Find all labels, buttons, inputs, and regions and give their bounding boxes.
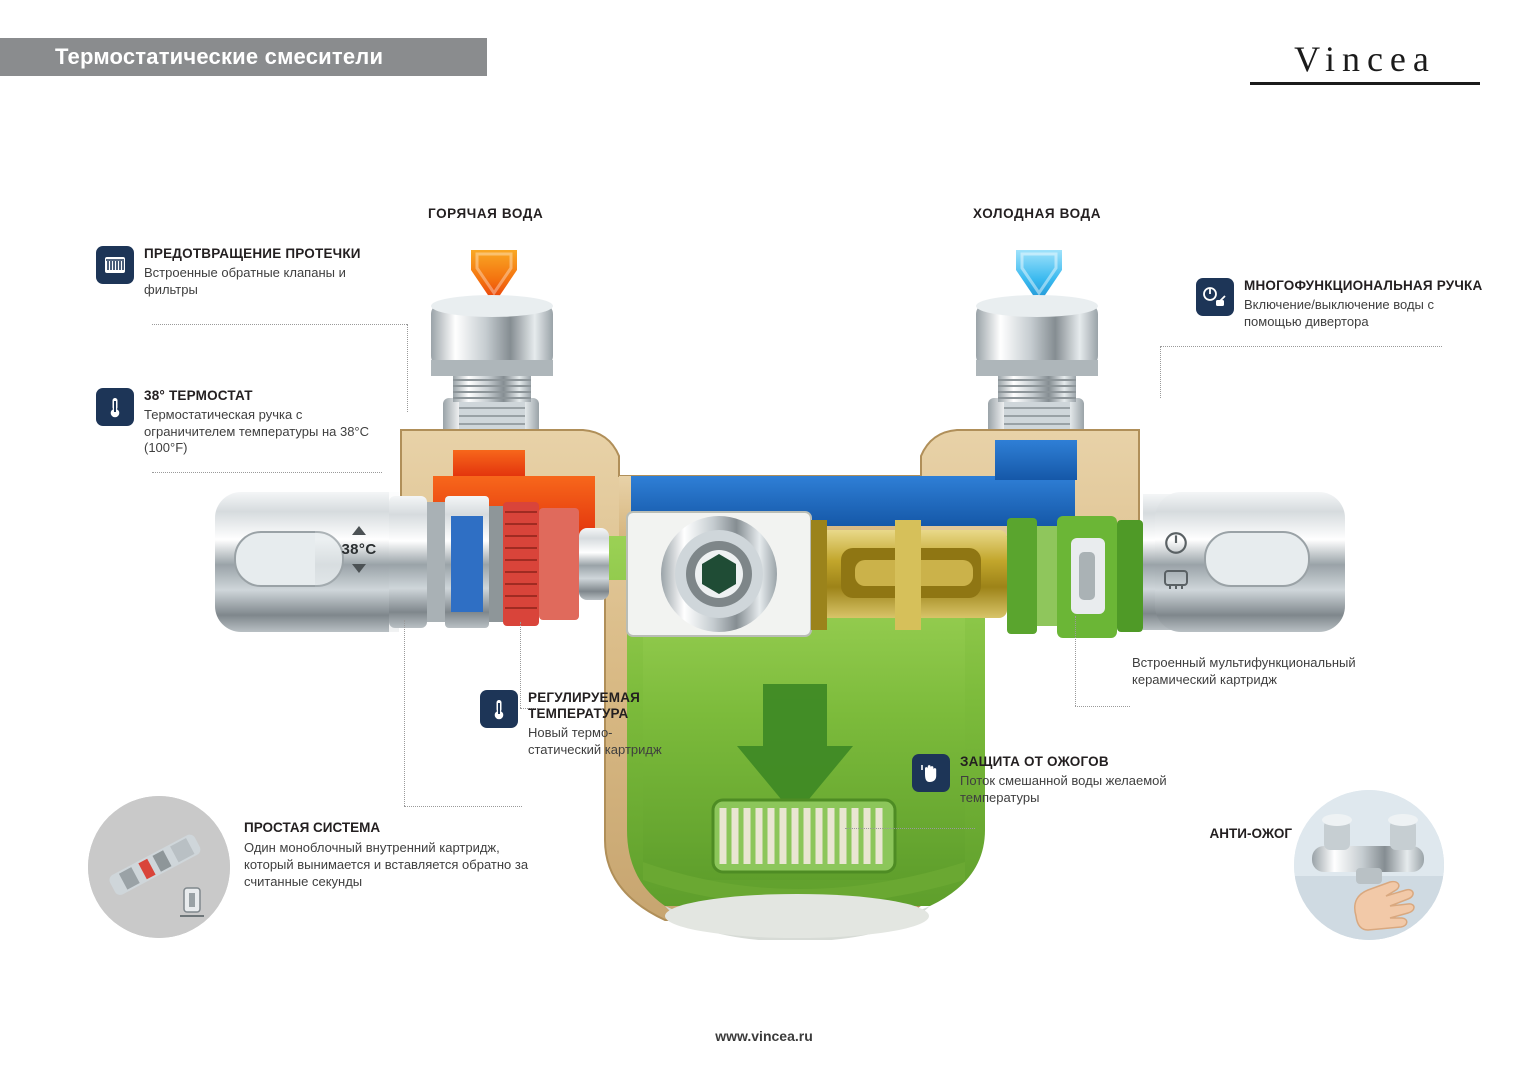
callout-heading: РЕГУЛИРУЕМАЯ ТЕМПЕРАТУРА [528, 690, 641, 721]
callout-body: Встроенные обратные клапаны и фильтры [144, 265, 346, 297]
hand-water-icon [912, 754, 950, 792]
callout-heading: 38° ТЕРМОСТАТ [144, 388, 253, 403]
dial-down-arrow-icon[interactable] [352, 564, 366, 573]
diverter-valve [627, 512, 811, 636]
brand-logo [1250, 38, 1480, 85]
callout-scald-protection [912, 754, 1192, 806]
callout-anti-scald [1182, 826, 1292, 842]
simple-system-photo [88, 796, 230, 938]
dial-up-arrow-icon[interactable] [352, 526, 366, 535]
hot-inlet-fitting [431, 295, 553, 446]
thermometer-icon [96, 388, 134, 426]
leader-line-ceramic-v [1075, 616, 1076, 706]
callout-thermostat-38 [96, 388, 408, 457]
callout-simple-system [244, 820, 544, 890]
website-footer: www.vincea.ru [715, 1028, 813, 1044]
leader-line-simple [404, 806, 522, 807]
anti-scald-photo [1294, 790, 1444, 940]
brass-spindle [811, 520, 1007, 630]
callout-leak-prevention [96, 246, 396, 298]
hot-water-label: ГОРЯЧАЯ ВОДА [428, 206, 544, 221]
leader-line-ceramic [1075, 706, 1130, 707]
shower-diverter-icon[interactable] [1163, 569, 1189, 591]
brand-name: Vincea [1294, 39, 1436, 79]
note-ceramic-cartridge: Встроенный мультифункциональный керамический картридж [1132, 655, 1356, 687]
leader-line-simple-v [404, 620, 405, 806]
filter-icon [96, 246, 134, 284]
callout-heading: ПРЕДОТВРАЩЕНИЕ ПРОТЕЧКИ [144, 246, 361, 261]
thermostatic-cartridge [389, 496, 609, 628]
leader-line-scald [845, 828, 975, 829]
callout-body: Термостатическая ручка с ограничителем температуры на 38°C (100°F) [144, 407, 370, 455]
callout-heading: АНТИ-ОЖОГ [1209, 826, 1292, 841]
temperature-dial-value: 38°C [341, 541, 377, 558]
callout-multifunction-handle [1196, 278, 1496, 330]
brand-underline [1250, 82, 1480, 85]
leader-line-handle-v [1160, 346, 1161, 398]
aerator-screen [713, 800, 895, 872]
callout-adjustable-temperature [480, 690, 710, 758]
power-icon[interactable] [1163, 530, 1189, 556]
callout-body: Один моноблочный внутренний картридж, который вынимается и вставляется обратно за считанные секунды [244, 840, 529, 889]
callout-heading: МНОГОФУНКЦИОНАЛЬНАЯ РУЧКА [1244, 278, 1483, 293]
callout-body: Поток смешанной воды желаемой температуры [960, 773, 1167, 805]
cold-inlet-fitting [976, 295, 1098, 446]
callout-body: Включение/выключение воды с помощью дивертора [1244, 297, 1435, 329]
leader-line-leak [152, 324, 407, 325]
callout-body: Новый термо- статический картридж [528, 725, 662, 757]
callout-heading: ПРОСТАЯ СИСТЕМА [244, 820, 381, 835]
cold-water-label: ХОЛОДНАЯ ВОДА [973, 206, 1102, 221]
callout-heading: ЗАЩИТА ОТ ОЖОГОВ [960, 754, 1109, 769]
power-diverter-icon [1196, 278, 1234, 316]
leader-line-thermostat [152, 472, 382, 473]
page-title: Термостатические смесители [55, 44, 384, 69]
hot-flow-channel [453, 450, 525, 480]
thermometer-icon [480, 690, 518, 728]
leader-line-handle [1160, 346, 1442, 347]
